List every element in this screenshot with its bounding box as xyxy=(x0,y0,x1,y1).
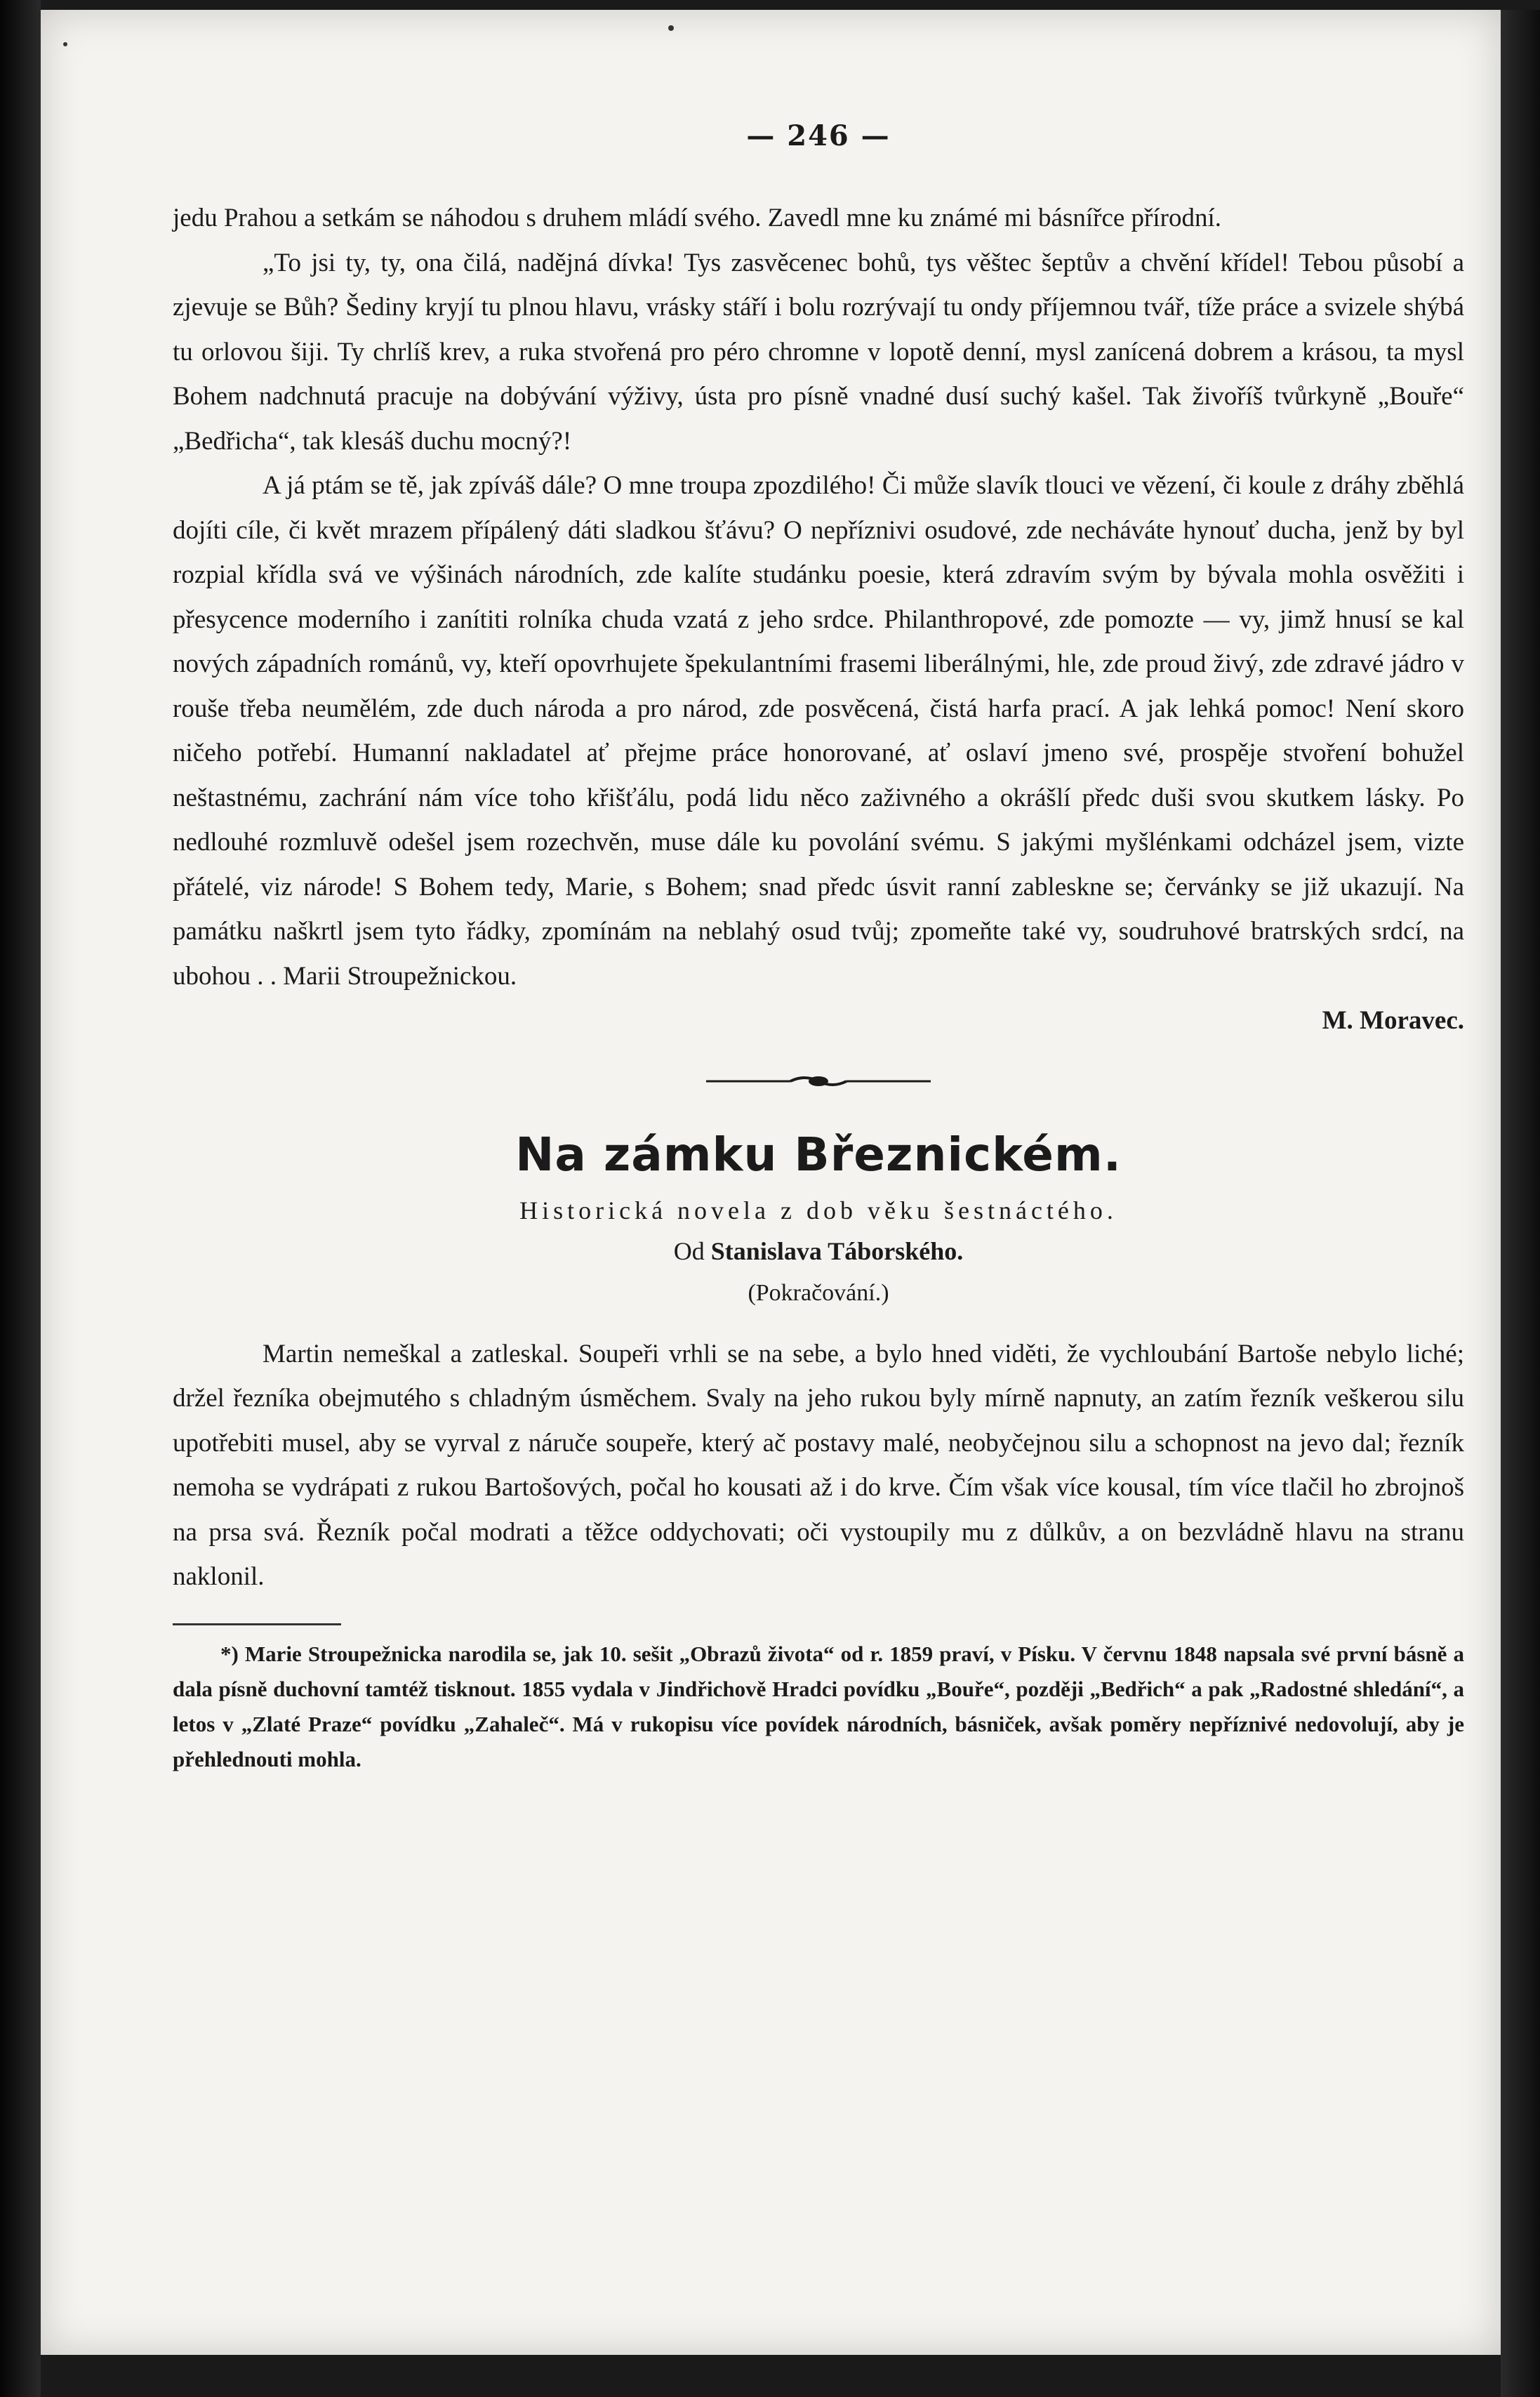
scan-right-edge xyxy=(1501,10,1540,2397)
letter-paragraph-3: A já ptám se tě, jak zpíváš dále? O mne troupa zpozdilého! Či může slavík tlouci ve vězení, či koule z dráhy zběhlá dojíti cíle, či květ mrazem přípálený dáti sladkou šťávu? O nepříznivi osudové, zde necháváte hynouť ducha, jenž by byl rozpial křídla svá ve výšinách národních, zde kalíte studánku poesie, která zdravím svým by bývala mohla osvěžiti i přesycence moderního i zanítiti rolníka chuda vzatá z jeho srdce. Philanthropové, zde pomozte — vy, jimž hnusí se kal nových západních románů, vy, kteří opovrhujete špekulantními frasemi liberálnými, hle, zde proud živý, zde zdravé jádro v rouše třeba neumělém, zde duch národa a pro národ, zde posvěcená, čistá harfa prací. A jak lehká pomoc! Není skoro ničeho potřebí. Humanní nakladatel ať přejme práce honorované, ať oslaví jmeno své, prospěje stvoření bohužel neštastnému, zachrání nám více toho křišťálu, podá lidu něco zaživného a okrášlí předc duši svou skutkem lásky. Po nedlouhé rozmluvě odešel jsem rozechvěn, muse dále ku povolání svému. S jakými myšlénkami odcházel jsem, vizte přátelé, viz národe! S Bohem tedy, Marie, s Bohem; snad předc úsvit ranní zableskne se; červánky se již ukazují. Na památku naškrtl jsem tyto řádky, zpomínám na neblahý osud tvůj; zpomeňte také vy, soudruhové bratrských srdcí, na ubohou . . Marii Stroupežnickou. xyxy=(173,471,1464,991)
letter-section xyxy=(173,196,1464,1043)
story-subtitle: Historická novela z dob věku šestnáctého. xyxy=(519,1196,1117,1224)
story-author: Stanislava Táborského. xyxy=(710,1236,964,1265)
signature-row xyxy=(173,998,1464,1043)
letter-paragraph-2: „To jsi ty, ty, ona čilá, nadějná dívka! Tys zasvěcenec bohů, tys věštec šeptův a chvění křídel! Tebou působí a zjevuje se Bůh? Šediny kryjí tu plnou hlavu, vrásky stáří i bolu rozrývají tu ondy příjemnou tvář, tíže práce a svizele shýbá tu orlovou šiji. Ty chrlíš krev, a ruka stvořená pro péro chromne v lopotě denní, mysl zanícená dobrem a krásou, ta mysl Bohem nadchnutá pracuje na dobývání výživy, ústa pro písně vnadné dusí suchý kašel. Tak živoříš tvůrkyně „Bouře“ „Bedřicha“, tak klesáš duchu mocný?! xyxy=(173,248,1464,456)
ornament-divider xyxy=(173,1074,1464,1088)
story-title: Na zámku Březnickém. xyxy=(515,1127,1122,1182)
ornament-divider-icon xyxy=(706,1074,931,1088)
scan-left-edge xyxy=(0,0,41,2397)
letter-paragraph-1: jedu Prahou a setkám se náhodou s druhem mládí svého. Zavedl mne ku známé mi básnířce přírodní. xyxy=(173,204,1222,232)
story-paragraph: Martin nemeškal a zatleskal. Soupeři vrhli se na sebe, a bylo hned viděti, že vychloubání Bartoše nebylo liché; držel řezníka obejmutého s chladným úsměchem. Svaly na jeho rukou byly mírně napnuty, an zatím řezník veškerou silu upotřebiti musel, aby se vyrval z náruče soupeře, který ač postavy malé, neobyčejnou silu a schopnost na jevo dal; řezník nemoha se vydrápati z rukou Bartošových, počal ho kousati až i do krve. Čím však více kousal, tím více tlačil ho zbrojnoš na prsa svá. Řezník počal modrati a těžce oddychovati; oči vystoupily mu z důlkův, a on bezvládně hlavu na stranu naklonil. xyxy=(173,1339,1464,1591)
continued-note: (Pokračování.) xyxy=(748,1279,889,1306)
scan-speck xyxy=(63,42,67,46)
footnote: *) Marie Stroupežnicka narodila se, jak 10. sešit „Obrazů života“ od r. 1859 praví, v Písku. V červnu 1848 napsala své první básně a dala písně duchovní tamtéž tisknout. 1855 vydala v Jindřichově Hradci povídku „Bouře“, později „Bedřich“ a pak „Radostné shledání“, a letos v „Zlaté Praze“ povídku „Zahaleč“. Má v rukopisu více povídek národních, básniček, avšak poměry nepříznivé nedovolují, aby je přehlednouti mohla. xyxy=(173,1641,1464,1771)
page-content xyxy=(173,119,1464,1777)
scan-speck xyxy=(668,25,674,31)
story-section xyxy=(173,1128,1464,1599)
footnote-rule xyxy=(173,1623,341,1625)
signature: M. Moravec. xyxy=(1322,1006,1464,1035)
page-number: — 246 — xyxy=(746,119,891,152)
byline-prefix: Od xyxy=(673,1236,705,1265)
story-byline xyxy=(173,1236,1464,1266)
